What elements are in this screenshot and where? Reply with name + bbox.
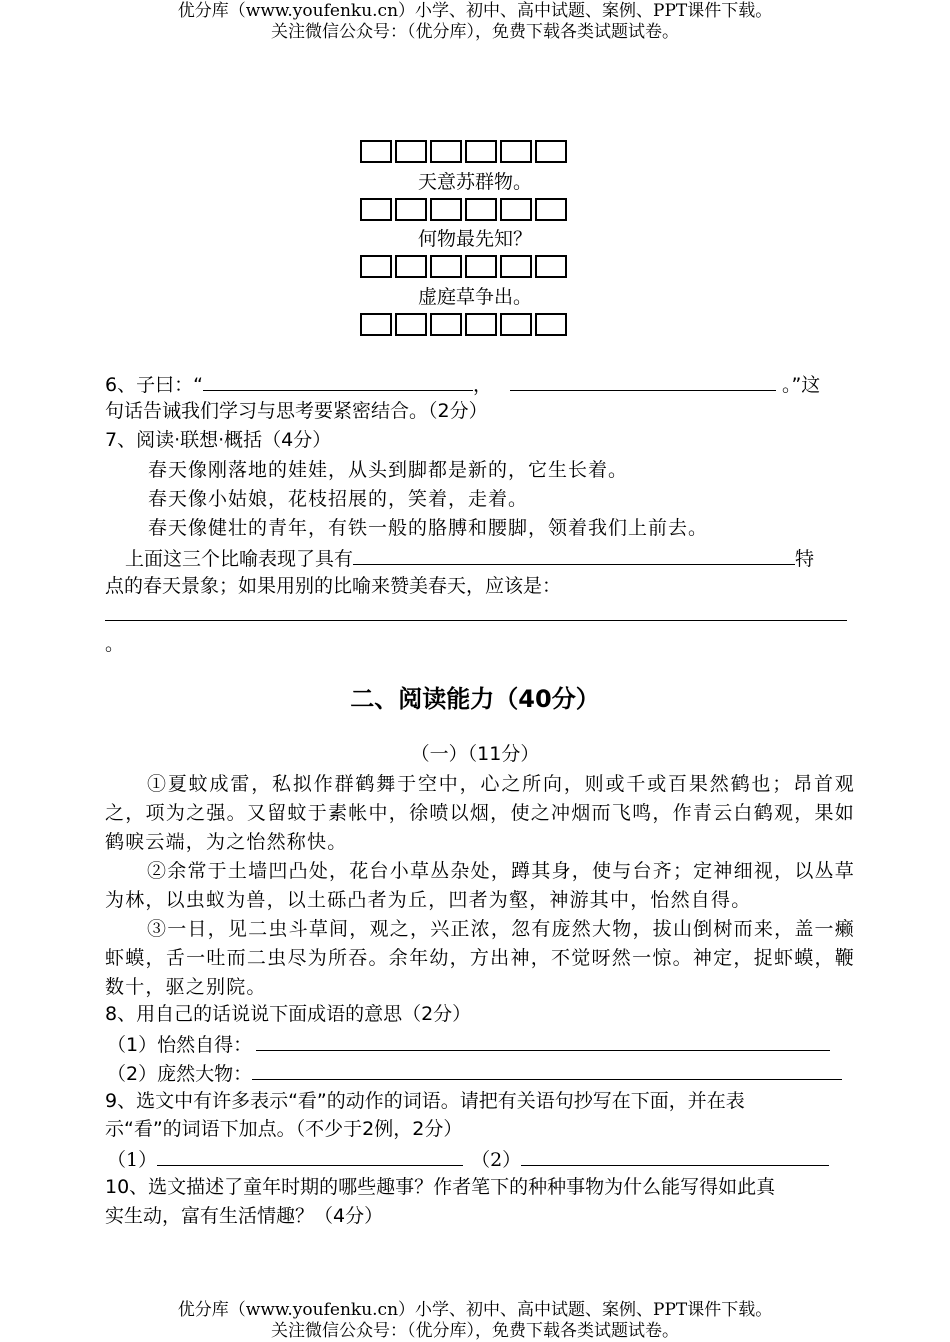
header-line-2: 关注微信公众号：（优分库），免费下载各类试题试卷。: [271, 22, 679, 42]
q9-label-1: （1）: [107, 1149, 158, 1171]
poem-line-1: 天意苏群物。: [417, 171, 532, 193]
answer-box[interactable]: [395, 198, 427, 221]
header-banner: [0, 1, 950, 43]
q9-label-2: （2）: [471, 1149, 522, 1171]
q8-item-2: [107, 1060, 842, 1086]
answer-box[interactable]: [360, 255, 392, 278]
q8-item-2-label: （2）庞然大物：: [107, 1063, 253, 1085]
q7-answer-line[interactable]: [105, 620, 847, 621]
footer-banner: [0, 1300, 950, 1342]
footer-line-2: 关注微信公众号：（优分库），免费下载各类试题试卷。: [271, 1321, 679, 1341]
q7-sentence-1: 春天像刚落地的娃娃，从头到脚都是新的，它生长着。: [148, 459, 629, 481]
answer-box-row-1: [360, 140, 592, 166]
q7-prompt-line-1: [125, 545, 814, 571]
answer-box[interactable]: [395, 313, 427, 336]
answer-box[interactable]: [465, 140, 497, 163]
q7-prompt-line-2: 点的春天景象；如果用别的比喻来赞美春天，应该是：: [105, 575, 562, 597]
answer-box[interactable]: [465, 198, 497, 221]
q7-title: 7、阅读·联想·概括（4分）: [105, 429, 332, 451]
footer-line-1: 优分库（www.youfenku.cn）小学、初中、高中试题、案例、PPT课件下载。: [177, 1300, 773, 1320]
q8-title: 8、用自己的话说说下面成语的意思（2分）: [105, 1003, 472, 1025]
part-1-title: （一）（11分）: [410, 743, 540, 765]
answer-box-row-2: [360, 198, 592, 224]
q10-line-2: 实生动，富有生活情趣？（4分）: [105, 1205, 384, 1227]
answer-box-row-3: [360, 255, 592, 281]
answer-box[interactable]: [360, 313, 392, 336]
answer-box[interactable]: [535, 313, 567, 336]
passage-paragraph-1: ①夏蚊成雷，私拟作群鹤舞于空中，心之所向，则或千或百果然鹤也；昂首观之，项为之强。又留蚊于素帐中，徐喷以烟，使之冲烟而飞鸣，作青云白鹤观，果如鹤唳云端，为之怡然称快。: [105, 773, 855, 853]
answer-box[interactable]: [535, 255, 567, 278]
answer-box[interactable]: [500, 313, 532, 336]
answer-box[interactable]: [500, 255, 532, 278]
q7-sentence-2: 春天像小姑娘，花枝招展的，笑着，走着。: [148, 488, 529, 510]
q9-blank-1[interactable]: [157, 1146, 463, 1166]
answer-box[interactable]: [430, 140, 462, 163]
passage-paragraph-2: ②余常于土墙凹凸处，花台小草丛杂处，蹲其身，使与台齐；定神细视，以丛草为林，以虫蚁为兽，以土砾凸者为丘，凹者为壑，神游其中，怡然自得。: [105, 860, 855, 911]
answer-box[interactable]: [395, 140, 427, 163]
q8-blank-1[interactable]: [256, 1031, 830, 1051]
q6-comma: ，: [472, 374, 492, 396]
q7-prompt-b: 特: [795, 548, 815, 570]
q7-blank-1[interactable]: [353, 545, 795, 565]
answer-box[interactable]: [430, 313, 462, 336]
q6-blank-2[interactable]: [510, 371, 776, 391]
q10-line-1: 10、选文描述了童年时期的哪些趣事？作者笔下的种种事物为什么能写得如此真: [105, 1176, 776, 1198]
answer-box[interactable]: [535, 198, 567, 221]
q8-item-1: [107, 1031, 830, 1057]
q7-end-mark: 。: [105, 633, 125, 655]
answer-box[interactable]: [430, 198, 462, 221]
passage-paragraph-3: ③一日，见二虫斗草间，观之，兴正浓，忽有庞然大物，拔山倒树而来，盖一癞虾蟆，舌一吐而二虫尽为所吞。余年幼，方出神，不觉呀然一惊。神定，捉虾蟆，鞭数十，驱之别院。: [105, 918, 855, 998]
q9-blank-2[interactable]: [521, 1146, 829, 1166]
q6-line-1: [105, 371, 820, 397]
header-line-1: 优分库（www.youfenku.cn）小学、初中、高中试题、案例、PPT课件下载。: [177, 1, 773, 21]
answer-box-row-4: [360, 313, 592, 339]
answer-box[interactable]: [360, 140, 392, 163]
q7-prompt-a: 上面这三个比喻表现了具有: [125, 548, 354, 570]
answer-box[interactable]: [500, 140, 532, 163]
reading-passage: [105, 770, 855, 1002]
q6-suffix: 。”这: [781, 374, 821, 396]
q9-line-1: 9、选文中有许多表示“看”的动作的词语。请把有关语句抄写在下面，并在表: [105, 1090, 745, 1112]
answer-box[interactable]: [465, 255, 497, 278]
answer-box[interactable]: [500, 198, 532, 221]
answer-box[interactable]: [430, 255, 462, 278]
q6-prefix: 6、子曰：“: [105, 374, 203, 396]
answer-box[interactable]: [465, 313, 497, 336]
q9-line-2: 示“看”的词语下加点。（不少于2例，2分）: [105, 1118, 463, 1140]
answer-box[interactable]: [535, 140, 567, 163]
q6-line-2: 句话告诫我们学习与思考要紧密结合。（2分）: [105, 400, 488, 422]
q9-answers: [107, 1146, 829, 1172]
section-2-title: 二、阅读能力（40分）: [350, 685, 600, 713]
q6-blank-1[interactable]: [203, 371, 473, 391]
poem-line-3: 虚庭草争出。: [417, 286, 532, 308]
poem-line-2: 何物最先知？: [417, 228, 532, 250]
q7-sentence-3: 春天像健壮的青年，有铁一般的胳膊和腰脚，领着我们上前去。: [148, 517, 709, 539]
answer-box[interactable]: [395, 255, 427, 278]
answer-box[interactable]: [360, 198, 392, 221]
q8-blank-2[interactable]: [252, 1060, 842, 1080]
q8-item-1-label: （1）怡然自得：: [107, 1034, 253, 1056]
